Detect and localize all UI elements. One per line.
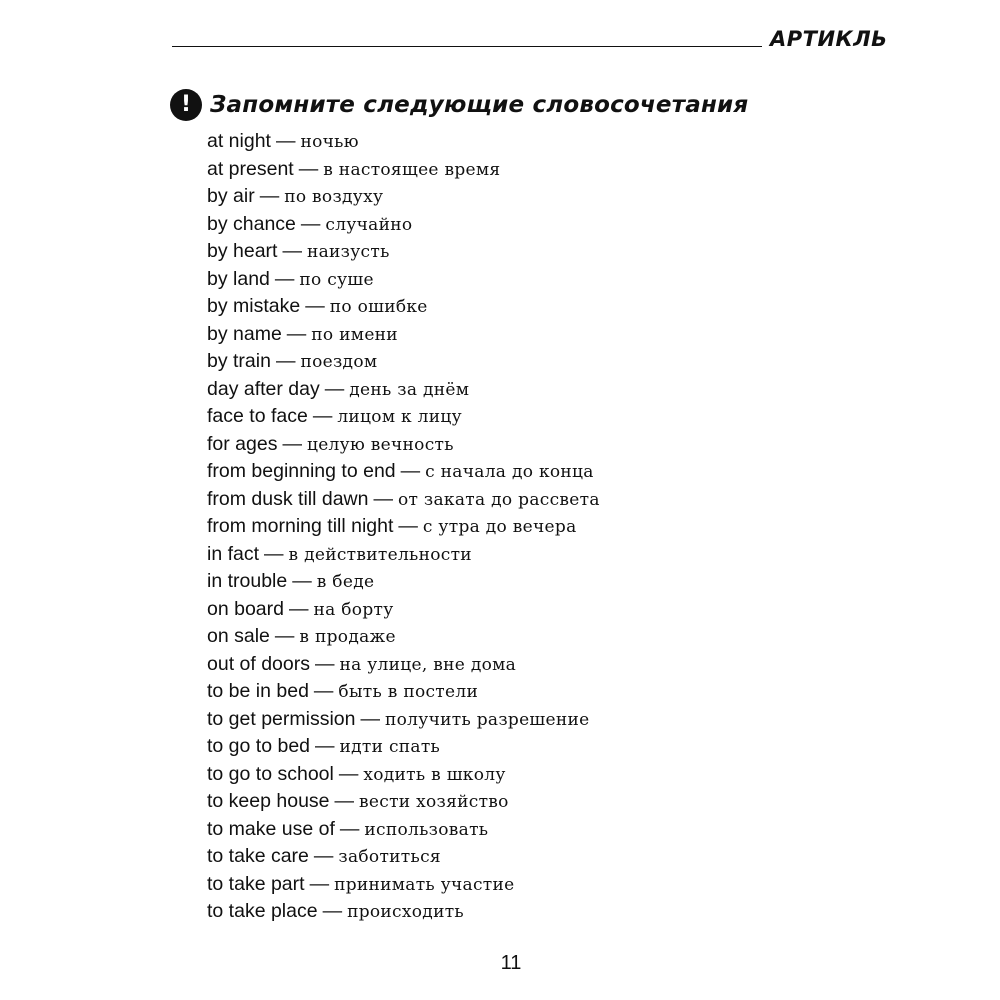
phrase-english: on board [207,597,284,620]
phrase-dash: — [282,432,302,455]
phrase-russian: целую вечность [306,434,454,455]
list-item [207,403,600,431]
list-item [207,651,600,679]
phrase-dash: — [288,597,309,620]
phrase-russian: лицом к лицу [337,407,462,427]
list-item [207,733,600,761]
phrase-dash: — [305,295,325,317]
list-item [207,293,600,321]
phrase-russian: день за днём [349,379,470,400]
phrase-russian: наизусть [306,242,390,262]
phrase-russian: по суше [299,269,374,290]
phrase-english: at present [207,157,294,180]
phrase-dash: — [309,872,330,895]
page-number: 11 [500,952,522,974]
list-item [207,788,600,816]
phrase-dash: — [282,240,302,262]
phrase-russian: на улице, вне дома [339,654,517,675]
phrase-dash: — [275,130,296,152]
list-item [207,761,600,789]
phrase-russian: по воздуху [284,187,384,207]
phrase-dash: — [286,322,307,345]
list-item [207,568,600,596]
phrase-dash: — [315,735,335,757]
phrase-english: from beginning to end [207,460,396,482]
phrase-russian: в беде [316,572,375,592]
phrase-english: to be in bed [207,680,309,702]
list-item [207,458,600,486]
phrase-dash: — [313,845,334,867]
phrase-dash: — [339,817,360,840]
list-item [207,843,600,871]
list-item [207,156,600,184]
list-item [207,211,600,239]
phrase-english: by air [207,185,255,207]
phrase-english: day after day [207,377,320,400]
phrase-russian: вести хозяйство [359,792,509,812]
phrase-english: face to face [207,405,308,427]
phrase-english: by mistake [207,295,301,317]
phrase-english: in fact [207,542,260,565]
phrase-english: to go to school [207,762,334,785]
exclamation-icon: ! [170,89,202,121]
phrase-english: by train [207,350,271,372]
list-item [207,871,600,899]
list-item [207,486,600,514]
phrase-english: to go to bed [207,735,311,757]
list-item [207,898,600,926]
phrase-dash: — [400,460,421,482]
phrase-russian: принимать участие [334,874,515,895]
list-item [207,513,600,541]
list-item [207,431,600,459]
phrase-english: by land [207,267,270,290]
phrase-dash: — [398,515,418,537]
list-item [207,541,600,569]
phrase-dash: — [274,625,295,647]
phrase-russian: с начала до конца [425,462,594,482]
phrase-dash: — [338,762,359,785]
phrase-russian: поездом [300,352,378,372]
notice-title: Запомните следующие словосочетания [210,92,749,118]
phrase-russian: в продаже [299,627,396,647]
phrase-dash: — [300,212,321,235]
phrase-russian: от заката до рассвета [397,489,600,510]
list-item [207,348,600,376]
list-item [207,706,600,734]
phrase-english: to make use of [207,817,335,840]
phrase-dash: — [313,680,334,702]
phrase-russian: на борту [313,599,394,620]
phrase-dash: — [275,350,296,372]
phrase-english: by name [207,322,282,345]
phrase-dash: — [334,790,355,812]
phrase-russian: получить разрешение [385,709,590,730]
phrase-english: on sale [207,625,270,647]
list-item [207,376,600,404]
phrase-english: from morning till night [207,515,394,537]
phrase-english: in trouble [207,570,288,592]
phrase-english: at night [207,130,271,152]
section-title: АРТИКЛЬ [770,27,888,51]
list-item [207,623,600,651]
phrase-english: to take place [207,900,318,922]
phrase-russian: идти спать [339,737,441,757]
phrase-english: to get permission [207,707,356,730]
phrase-russian: происходить [347,902,464,922]
phrase-english: for ages [207,432,278,455]
list-item [207,266,600,294]
phrase-russian: в действительности [288,544,472,565]
phrase-dash: — [322,900,343,922]
phrase-dash: — [373,487,393,510]
phrase-dash: — [312,405,333,427]
phrase-russian: ночью [300,132,359,152]
phrase-dash: — [259,185,280,207]
phrase-dash: — [292,570,312,592]
phrase-dash: — [314,652,335,675]
phrase-russian: по ошибке [329,297,428,317]
phrase-dash: — [324,377,345,400]
phrase-russian: случайно [325,214,413,235]
list-item [207,596,600,624]
phrase-english: by heart [207,240,278,262]
phrase-russian: по имени [311,324,398,345]
list-item [207,183,600,211]
phrase-russian: быть в постели [338,682,479,702]
header-rule [172,46,762,47]
list-item [207,321,600,349]
phrase-dash: — [298,157,319,180]
phrase-english: to take part [207,872,305,895]
list-item [207,816,600,844]
phrase-english: to keep house [207,790,330,812]
phrase-russian: ходить в школу [363,764,506,785]
phrase-english: from dusk till dawn [207,487,369,510]
phrase-dash: — [360,707,380,730]
phrase-russian: в настоящее время [323,159,501,180]
phrase-russian: использовать [364,819,489,840]
phrase-english: by chance [207,212,296,235]
phrase-english: to take care [207,845,309,867]
phrase-dash: — [264,542,284,565]
phrase-list [207,128,600,926]
list-item [207,678,600,706]
notice-heading [170,89,748,121]
phrase-dash: — [274,267,295,290]
phrase-english: out of doors [207,652,310,675]
phrase-russian: с утра до вечера [422,517,577,537]
list-item [207,128,600,156]
phrase-russian: заботиться [338,847,441,867]
list-item [207,238,600,266]
